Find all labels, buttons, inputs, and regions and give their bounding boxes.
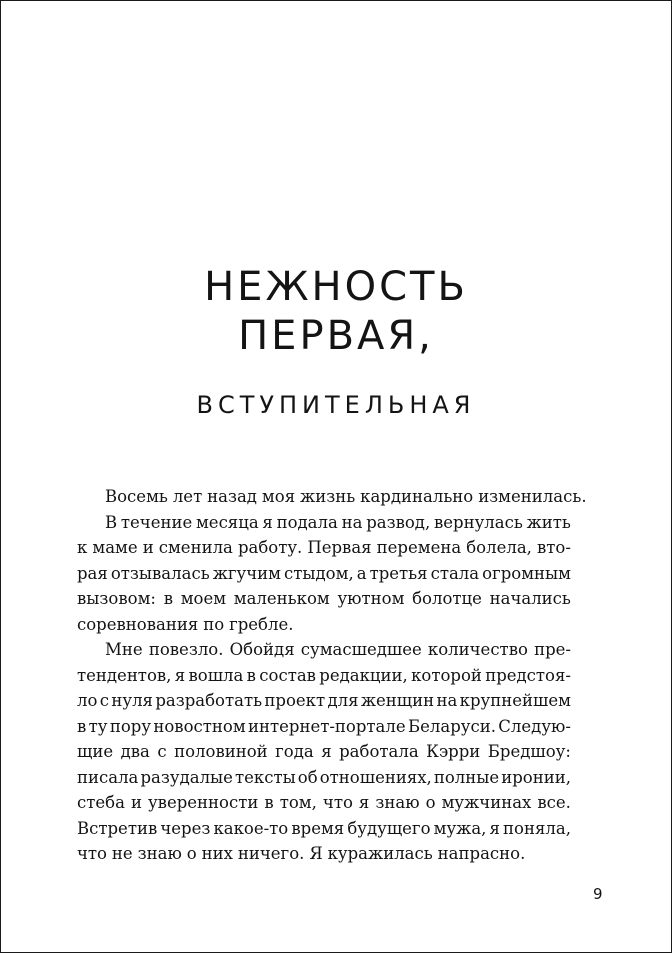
paragraph [77,510,571,638]
text-line: писала разудалые тексты об отношениях, полные иронии, [77,767,571,787]
text-line: вызовом: в моем маленьком уютном болотце начались [77,589,571,608]
text-line: стеба и уверенности в том, что я знаю о мужчинах все. [77,793,571,812]
chapter-body-text [77,484,587,867]
text-line: что не знаю о них ничего. Я куражилась напрасно. [77,844,526,863]
paragraph [77,484,587,510]
text-line: соревнования по гребле. [77,614,294,634]
page-number: 9 [593,885,603,903]
text-line: щие два с половиной года я работала Кэрри Бредшоу: [77,742,571,761]
text-line: В течение месяца я подала на развод, вернулась жить [105,512,571,532]
text-line: в ту пору новостном интернет-портале Беларуси. Следую- [77,716,571,736]
chapter-subtitle: ВСТУПИТЕЛЬНАЯ [196,391,476,419]
text-line: тендентов, я вошла в состав редакции, которой предстоя- [77,665,571,685]
text-line: ло с нуля разработать проект для женщин на крупнейшем [77,691,571,710]
text-line: к маме и сменила работу. Первая перемена болела, вто- [77,538,571,557]
text-line: Восемь лет назад моя жизнь кардинально изменилась. [105,487,587,506]
text-line: Встретив через какое-то время будущего мужа, я поняла, [77,818,571,838]
text-line: Мне повезло. Обойдя сумасшедшее количество пре- [105,640,571,659]
chapter-title-line-2: ПЕРВАЯ, [238,313,434,359]
paragraph [77,637,571,867]
chapter-title-line-1: НЕЖНОСТЬ [204,264,468,310]
text-line: рая отзывалась жгучим стыдом, а третья стала огромным [77,563,571,583]
